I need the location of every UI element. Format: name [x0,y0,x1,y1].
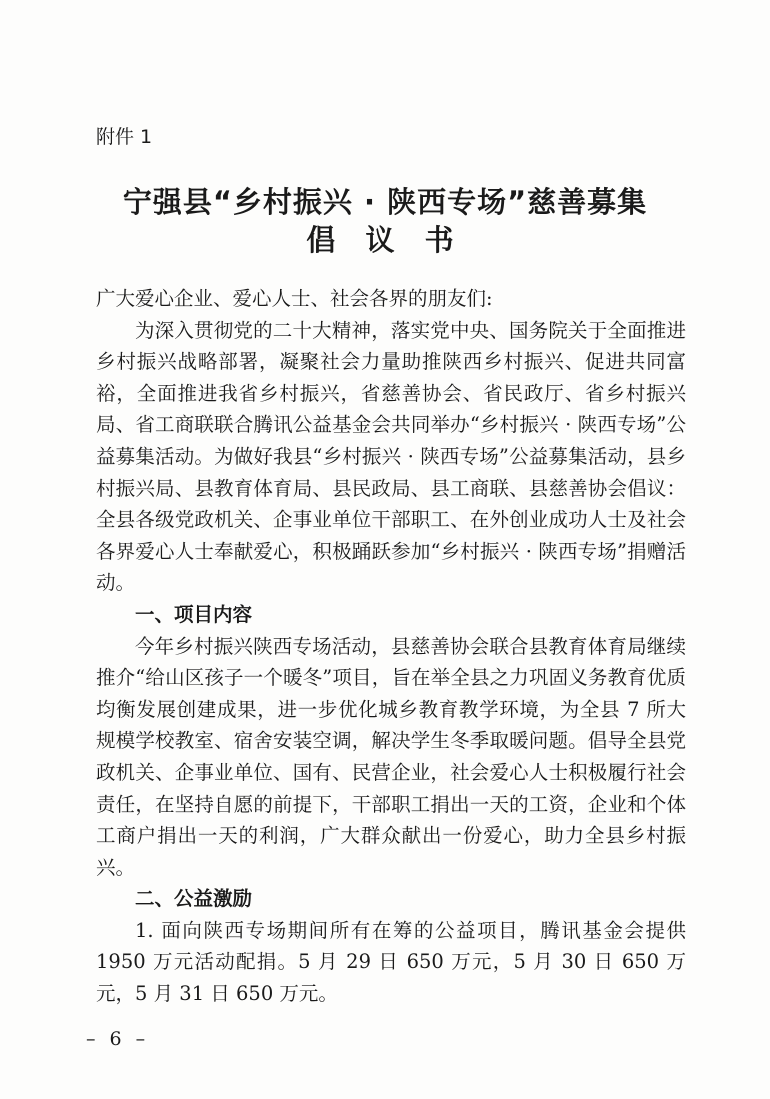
section2-heading: 二、公益激励 [135,887,253,911]
salutation: 广大爱心企业、爱心人士、社会各界的朋友们: [96,287,493,310]
document-body [96,283,686,1010]
section1-paragraph: 今年乡村振兴陕西专场活动，县慈善协会联合县教育体育局继续推介“给山区孩子一个暖冬”项目，旨在举全县之力巩固义务教育优质均衡发展创建成果，进一步优化城乡教育教学环境，为全县 7 所大规模学校教室、宿舍安装空调，解决学生冬季取暖问题。倡导全县党政机关、企事业单位、国有、民营企业，社会爱心人士积极履行社会责任，在坚持自愿的前提下，干部职工捐出一天的工资，企业和个体工商户捐出一天的利润，广大群众献出一份爱心，助力全县乡村振兴。 [96,634,686,879]
document-title-line2: 倡 议 书 [306,223,464,257]
page-number: – 6 – [86,1028,150,1050]
section1-heading: 一、项目内容 [135,602,253,626]
attachment-label: 附件 1 [96,126,153,148]
section2-item1: 1. 面向陕西专场期间所有在筹的公益项目，腾讯基金会提供 1950 万元活动配捐。5 月 29 日 650 万元，5 月 30 日 650 万元，5 月 31 日 650 万元。 [96,918,686,1006]
document-title-line1: 宁强县“乡村振兴 · 陕西专场”慈善募集 [122,185,648,219]
intro-paragraph: 为深入贯彻党的二十大精神，落实党中央、国务院关于全面推进乡村振兴战略部署，凝聚社会力量助推陕西乡村振兴、促进共同富裕，全面推进我省乡村振兴，省慈善协会、省民政厅、省乡村振兴局、省工商联联合腾讯公益基金会共同举办“乡村振兴 · 陕西专场”公益募集活动。为做好我县“乡村振兴 · 陕西专场”公益募集活动，县乡村振兴局、县教育体育局、县民政局、县工商联、县慈善协会倡议：全县各级党政机关、企事业单位干部职工、在外创业成功人士及社会各界爱心人士奉献爱心，积极踊跃参加“乡村振兴 · 陕西专场”捐赠活动。 [96,318,686,595]
